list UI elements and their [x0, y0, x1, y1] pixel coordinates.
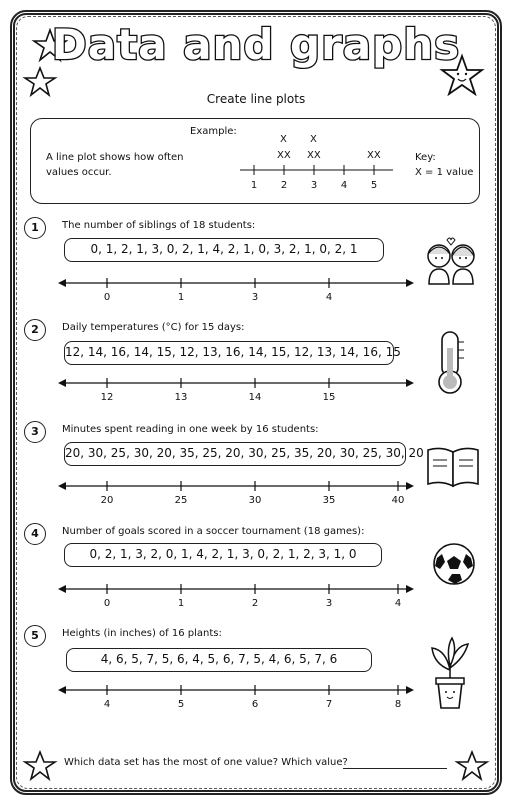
- final-question: Which data set has the most of one value? Which value?: [64, 757, 348, 768]
- tick-label: 30: [248, 495, 262, 506]
- question-text: Minutes spent reading in one week by 16 students:: [62, 424, 319, 435]
- tick-label: 2: [251, 598, 259, 609]
- question-number: 5: [24, 625, 46, 647]
- example-tick-label: 3: [310, 180, 318, 191]
- data-box: 4, 6, 5, 7, 5, 6, 4, 5, 6, 7, 5, 4, 6, 5, 7, 6: [66, 648, 372, 672]
- answer-line[interactable]: [343, 768, 447, 769]
- question-number: 4: [24, 523, 46, 545]
- example-mark: XX: [367, 150, 381, 161]
- example-tick-label: 1: [250, 180, 258, 191]
- data-box: 12, 14, 16, 14, 15, 12, 13, 16, 14, 15, 12, 13, 14, 16, 15: [64, 341, 394, 365]
- arrow-right-icon: [406, 686, 414, 694]
- example-tick-label: 5: [370, 180, 378, 191]
- tick-label: 5: [177, 699, 185, 710]
- arrow-left-icon: [58, 279, 66, 287]
- star-icon: [25, 68, 55, 95]
- example-mark: X: [310, 134, 317, 145]
- tick-label: 1: [177, 292, 185, 303]
- arrow-left-icon: [58, 585, 66, 593]
- arrow-left-icon: [58, 482, 66, 490]
- question-text: Heights (in inches) of 16 plants:: [62, 628, 222, 639]
- tick-label: 14: [248, 392, 262, 403]
- page-title: Data and graphs: [51, 20, 461, 69]
- arrow-right-icon: [406, 379, 414, 387]
- tick-label: 7: [325, 699, 333, 710]
- tick-label: 4: [103, 699, 111, 710]
- tick-label: 0: [103, 292, 111, 303]
- data-box: 0, 1, 2, 1, 3, 0, 2, 1, 4, 2, 1, 0, 3, 2, 1, 0, 2, 1: [64, 238, 384, 262]
- data-box: 0, 2, 1, 3, 2, 0, 1, 4, 2, 1, 3, 0, 2, 1, 2, 3, 1, 0: [64, 543, 382, 567]
- potted-plant-icon: [432, 638, 468, 708]
- arrow-left-icon: [58, 379, 66, 387]
- tick-label: 3: [325, 598, 333, 609]
- tick-label: 12: [100, 392, 114, 403]
- key-text: X = 1 value: [415, 167, 474, 178]
- thermometer-icon: [439, 332, 464, 393]
- tick-label: 3: [251, 292, 259, 303]
- open-book-icon: [428, 448, 478, 486]
- tick-label: 0: [103, 598, 111, 609]
- arrow-right-icon: [406, 279, 414, 287]
- page-subtitle: Create line plots: [206, 92, 306, 106]
- star-icon: [457, 752, 487, 779]
- arrow-left-icon: [58, 686, 66, 694]
- example-mark: X: [280, 134, 287, 145]
- question-number: 3: [24, 421, 46, 443]
- question-number: 2: [24, 319, 46, 341]
- key-title: Key:: [415, 152, 436, 163]
- tick-label: 8: [394, 699, 402, 710]
- question-text: The number of siblings of 18 students:: [62, 220, 256, 231]
- arrow-right-icon: [406, 482, 414, 490]
- data-box: 20, 30, 25, 30, 20, 35, 25, 20, 30, 25, 35, 20, 30, 25, 30, 20: [64, 442, 406, 466]
- example-description: A line plot shows how often values occur.: [46, 152, 184, 178]
- tick-label: 35: [322, 495, 336, 506]
- tick-label: 6: [251, 699, 259, 710]
- star-icon: [25, 752, 55, 779]
- example-label: Example:: [190, 126, 237, 137]
- example-key: [415, 150, 473, 180]
- tick-label: 4: [325, 292, 333, 303]
- tick-label: 4: [394, 598, 402, 609]
- tick-label: 40: [391, 495, 405, 506]
- tick-label: 20: [100, 495, 114, 506]
- example-tick-label: 4: [340, 180, 348, 191]
- soccer-ball-icon: [434, 544, 474, 584]
- example-mark: XX: [277, 150, 291, 161]
- question-text: Number of goals scored in a soccer tournament (18 games):: [62, 526, 365, 537]
- example-mark: XX: [307, 150, 321, 161]
- tick-label: 15: [322, 392, 336, 403]
- two-kids-icon: [428, 238, 474, 284]
- example-tick-label: 2: [280, 180, 288, 191]
- tick-label: 25: [174, 495, 188, 506]
- question-number: 1: [24, 217, 46, 239]
- question-text: Daily temperatures (°C) for 15 days:: [62, 322, 245, 333]
- tick-label: 1: [177, 598, 185, 609]
- arrow-right-icon: [406, 585, 414, 593]
- tick-label: 13: [174, 392, 188, 403]
